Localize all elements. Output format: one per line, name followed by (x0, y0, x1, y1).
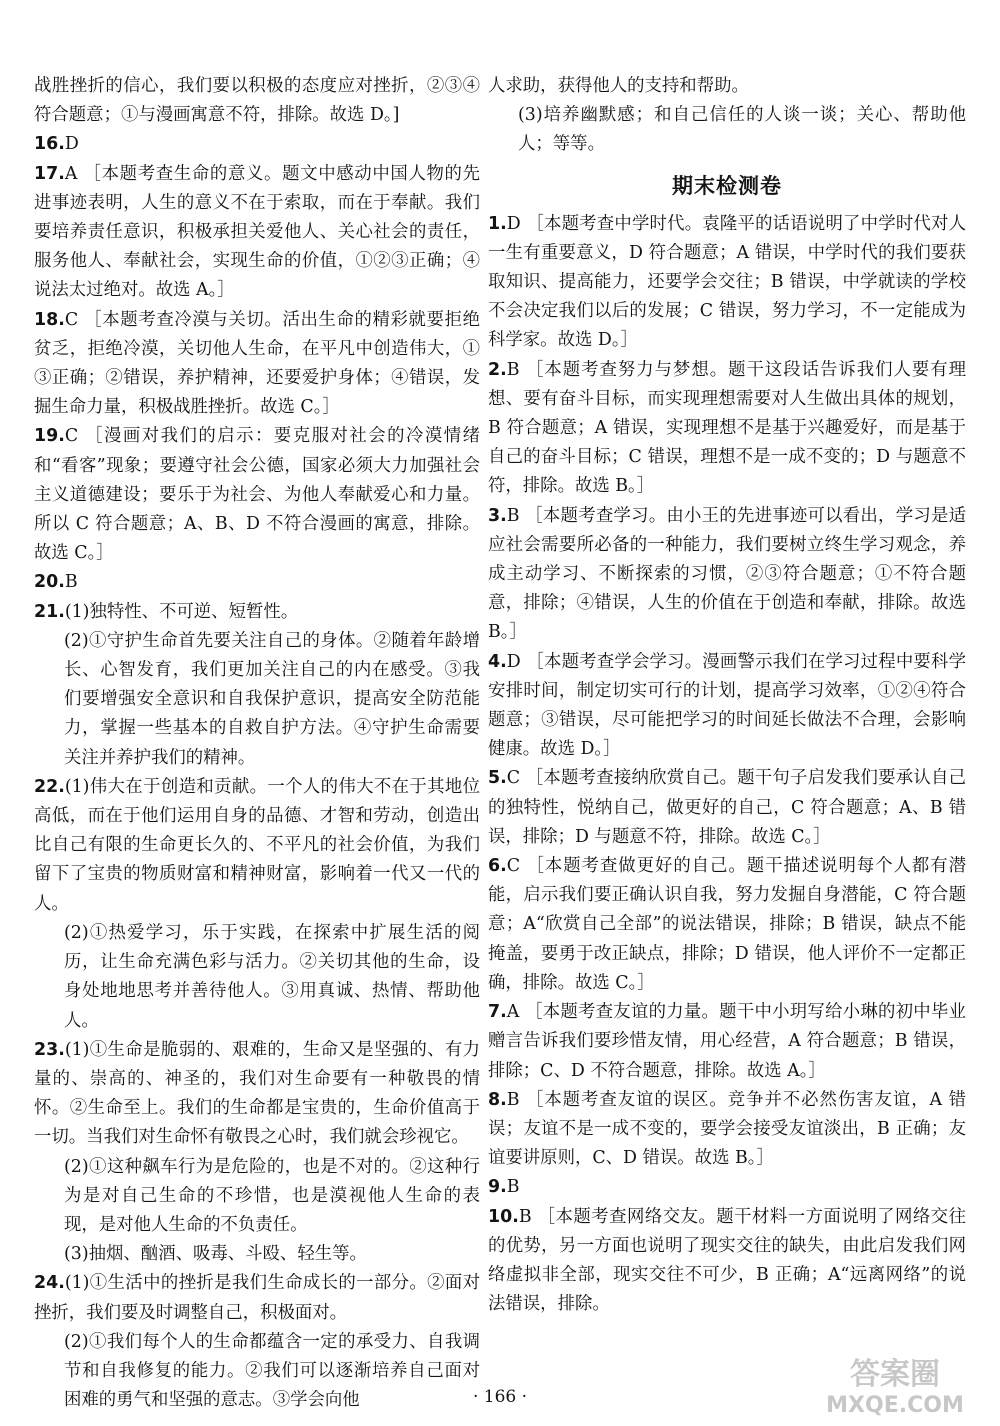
left-column (34, 72, 480, 1415)
answer-text: 战胜挫折的信心，我们要以积极的态度应对挫折，②③④符合题意；①与漫画寓意不符，排除。故选 D。] (34, 76, 480, 126)
right_column-paragraph (488, 764, 966, 852)
question-number: 6. (488, 856, 507, 877)
answer-text: (3)抽烟、酗酒、吸毒、斗殴、轻生等。 (64, 1244, 367, 1265)
answer-text: (1)独特性、不可逆、短暂性。 (64, 601, 299, 622)
question-number: 5. (488, 768, 507, 789)
right_column-paragraph (488, 852, 966, 998)
answer-text: B (64, 572, 78, 593)
left_column-paragraph (34, 1240, 480, 1269)
right_column-paragraph (488, 1173, 966, 1202)
answer-text: B ［本题考查努力与梦想。题干这段话告诉我们人要有理想、要有奋斗目标，而实现理想需要对人生做出具体的规划，B 符合题意；A 错误，实现理想不是基于兴趣爱好，而是基于自己的奋斗目标；C 错误，理想不是一成不变的；D 与题意不符，排除。故选 B。］ (488, 359, 966, 497)
left_column-paragraph (34, 627, 480, 773)
question-number: 19. (34, 426, 65, 447)
answer-text: 人求助，获得他人的支持和帮助。 (488, 76, 749, 96)
page-number: · 166 · (472, 1387, 528, 1407)
right-column-answers (488, 210, 966, 1320)
watermark-line1: 答案圈 (850, 1357, 940, 1392)
answer-text: B (506, 1177, 520, 1198)
left_column-paragraph (34, 598, 480, 627)
answer-text: (2)①守护生命首先要关注自己的身体。②随着年龄增长、心智发育，我们更加关注自己的内在感受。③我们要增强安全意识和自我保护意识，提高安全防范能力，掌握一些基本的自救自护方法。④守护生命需要关注并养护我们的精神。 (64, 630, 480, 768)
left_column-paragraph (34, 568, 480, 597)
question-number: 9. (488, 1177, 507, 1198)
answer-text: (2)①我们每个人的生命都蕴含一定的承受力、自我调节和自我修复的能力。②我们可以逐渐培养自己面对困难的勇气和坚强的意志。③学会向他 (64, 1331, 480, 1411)
answer-text: (1)①生命是脆弱的、艰难的，生命又是坚强的、有力量的、崇高的、神圣的，我们对生命要有一种敬畏的情怀。②生命至上。我们的生命都是宝贵的，生命价值高于一切。当我们对生命怀有敬畏之心时，我们就会珍视它。 (34, 1039, 480, 1148)
right_column_top-paragraph (488, 72, 966, 101)
right-column-continuation (488, 72, 966, 160)
answer-text: C ［本题考查冷漠与关切。活出生命的精彩就要拒绝贫乏，拒绝冷漠，关切他人生命，在平凡中创造伟大，①③正确；②错误，养护精神，还要爱护身体；④错误，发掘生命力量，积极战胜挫折。故选 C。］ (34, 309, 480, 418)
answer-text: B ［本题考查学习。由小王的先进事迹可以看出，学习是适应社会需要所必备的一种能力，我们要树立终生学习观念，养成主动学习、不断探索的习惯，②③符合题意；①不符合题意，排除；④错误，人生的价值在于创造和奉献，排除。故选 B。］ (488, 505, 966, 643)
answer-text: D ［本题考查中学时代。袁隆平的话语说明了中学时代对人一生有重要意义，D 符合题意；A 错误，中学时代的我们要获取知识、提高能力，还要学会交往；B 错误，中学就读的学校不会决定我们以后的发展；C 错误，努力学习，不一定能成为科学家。故选 D。］ (488, 213, 966, 351)
question-number: 16. (34, 134, 65, 155)
answer-text: B ［本题考查友谊的误区。竞争并不必然伤害友谊，A 错误；友谊不是一成不变的，要学会接受友谊淡出，B 正确；友谊要讲原则，C、D 错误。故选 B。］ (488, 1089, 966, 1169)
right_column-paragraph (488, 1086, 966, 1174)
right_column-paragraph (488, 502, 966, 648)
left_column-paragraph (34, 773, 480, 919)
answer-text: (2)①这种飙车行为是危险的，也是不对的。②这种行为是对自己生命的不珍惜，也是漠视他人生命的表现，是对他人生命的不负责任。 (64, 1156, 480, 1235)
question-number: 4. (488, 651, 507, 672)
right_column-paragraph (488, 356, 966, 502)
right_column-paragraph (488, 1203, 966, 1320)
question-number: 1. (488, 213, 507, 234)
left_column-paragraph (34, 1153, 480, 1241)
left_column-paragraph (34, 422, 480, 568)
question-number: 3. (488, 505, 507, 526)
left_column-paragraph (34, 72, 480, 130)
question-number: 17. (34, 163, 65, 184)
right_column-paragraph (488, 210, 966, 356)
answer-text: (3)培养幽默感；和自己信任的人谈一谈；关心、帮助他人；等等。 (518, 105, 966, 155)
question-number: 21. (34, 601, 65, 622)
answer-text: B ［本题考查网络交友。题干材料一方面说明了网络交往的优势，另一方面也说明了现实交往的缺失，由此启发我们网络虚拟非全部，现实交往不可少，B 正确；A“远离网络”的说法错误，排除。 (488, 1206, 966, 1315)
left_column-paragraph (34, 1269, 480, 1327)
left_column-paragraph (34, 306, 480, 423)
right-column (488, 72, 966, 1319)
answer-text: C ［本题考查做更好的自己。题干描述说明每个人都有潜能，启示我们要正确认识自我，努力发掘自身潜能，C 符合题意；A“欣赏自己全部”的说法错误，排除；B 错误，缺点不能掩盖，要勇于改正缺点，排除；D 错误，他人评价不一定都正确，排除。故选 C。］ (488, 856, 966, 993)
answer-text: (2)①热爱学习，乐于实践，在探索中扩展生活的阅历，让生命充满色彩与活力。②关切其他的生命，设身处地地思考并善待他人。③用真诚、热情、帮助他人。 (64, 922, 480, 1031)
section-title: 期末检测卷 (672, 173, 782, 198)
watermark-line2: MXQE.COM (826, 1393, 964, 1418)
question-number: 20. (34, 572, 65, 593)
answer-text: (1)伟大在于创造和贡献。一个人的伟大不在于其地位高低，而在于他们运用自身的品德、才智和劳动，创造出比自己有限的生命更长久的、不平凡的社会价值，为我们留下了宝贵的物质财富和精神财富，影响着一代又一代的人。 (34, 776, 480, 914)
answer-text: A ［本题考查友谊的力量。题干中小玥写给小琳的初中毕业赠言告诉我们要珍惜友情，用心经营，A 符合题意；B 错误，排除；C、D 不符合题意，排除。故选 A。］ (488, 1002, 966, 1081)
left_column-paragraph (34, 919, 480, 1036)
question-number: 10. (488, 1206, 519, 1227)
answer-text: A ［本题考查生命的意义。题文中感动中国人物的先进事迹表明，人生的意义不在于索取，而在于奉献。我们要培养责任意识，积极承担关爱他人、关心社会的责任，服务他人、奉献社会，实现生命的价值，①②③正确；④说法太过绝对。故选 A。］ (34, 163, 480, 301)
question-number: 2. (488, 359, 507, 380)
left_column-paragraph (34, 1036, 480, 1153)
question-number: 7. (488, 1002, 507, 1023)
left_column-paragraph (34, 130, 480, 159)
answer-text: D (64, 134, 79, 155)
answer-text: C ［漫画对我们的启示：要克服对社会的冷漠情绪和“看客”现象；要遵守社会公德，国家必须大力加强社会主义道德建设；要乐于为社会、为他人奉献爱心和力量。所以 C 符合题意；A、B、D 不符合漫画的寓意，排除。故选 C。］ (34, 426, 480, 564)
right_column-paragraph (488, 998, 966, 1086)
right_column_top-paragraph (488, 101, 966, 159)
left_column-paragraph (34, 160, 480, 306)
question-number: 18. (34, 309, 65, 330)
question-number: 23. (34, 1039, 65, 1060)
answer-text: (1)①生活中的挫折是我们生命成长的一部分。②面对挫折，我们要及时调整自己，积极面对。 (34, 1273, 480, 1323)
right_column-paragraph (488, 648, 966, 765)
question-number: 24. (34, 1273, 65, 1294)
question-number: 22. (34, 776, 65, 797)
watermark-logo (800, 1350, 990, 1420)
question-number: 8. (488, 1089, 507, 1110)
answer-text: C ［本题考查接纳欣赏自己。题干句子启发我们要承认自己的独特性，悦纳自己，做更好的自己，C 符合题意；A、B 错误，排除；D 与题意不符，排除。故选 C。］ (488, 768, 966, 847)
answer-text: D ［本题考查学会学习。漫画警示我们在学习过程中要科学安排时间，制定切实可行的计划，提高学习效率，①②④符合题意；③错误，尽可能把学习的时间延长做法不合理，会影响健康。故选 D。］ (488, 651, 966, 760)
